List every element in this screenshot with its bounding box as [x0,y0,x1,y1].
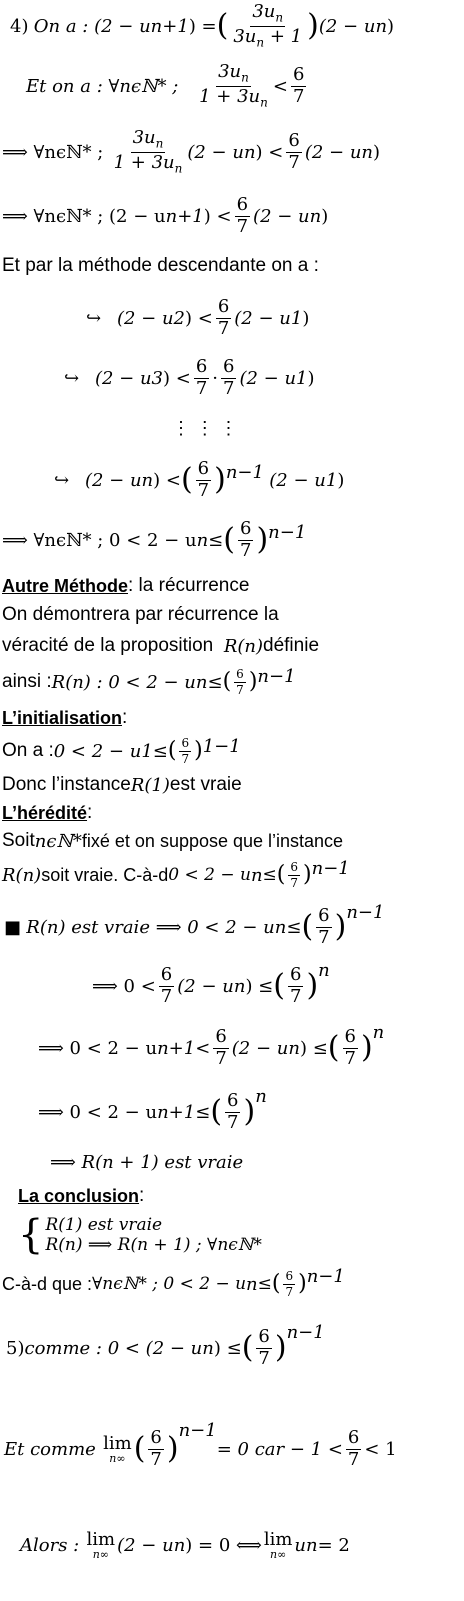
equation-line-1: 4) On a : (2 − u n+1 ) = ( $\frac{3u_n}{3u_n + 1}$ ) (2 − u n ) [10,1,395,50]
fraction: $\frac{3u_n}{1 + 3u_n}$ [113,127,183,176]
fraction-6-7: $\frac{6}{7}$ [215,1025,227,1069]
left-brace-icon: { [18,1212,44,1258]
fraction-3un: $\frac{3u_n}{3u_n + 1}$ [233,1,303,50]
fraction-6-7: $\frac{6}{7}$ [290,859,299,890]
equation-line-30: Et comme lim n∞ ( $\frac{6}{7}$ ) n−1 = 0 car − 1 < $\frac{6}{7}$ < 1 [4,1420,397,1470]
fraction: $\frac{3u_n}{1 + 3u_n}$ [199,61,268,110]
fraction-6-7: $\frac{6}{7}$ [195,355,208,399]
fraction-6-7: $\frac{6}{7}$ [292,63,305,107]
equation-line-29: 5) comme : 0 < (2 − u n ) ≤ ( $\frac{6}{7}$ ) n−1 [6,1322,325,1369]
text-line-methode: Et par la méthode descendante on a : [2,255,319,276]
equation-line-31: Alors : lim n∞ (2 − u n ) = 0 ⟺ lim n∞ u n = 2 [20,1528,350,1561]
equation-line-20: R(n) soit vraie. C-à-d 0 < 2 − u n ≤ ( $\frac{6}{7}$ ) n−1 [2,858,350,890]
equation-line-23: ⟹ 0 < 2 − u n+1 < $\frac{6}{7}$ (2 − u n ) ≤ ( $\frac{6}{7}$ ) n [38,1022,385,1069]
vertical-dots: ⋮ ⋮ ⋮ [172,417,238,439]
hook-arrow-icon: ↪ [54,469,70,491]
conclusion-system: { R(1) est vraie R(n) ⟹ R(n + 1) ; ∀nϵℕ* [18,1212,262,1258]
fraction-6-7: $\frac{6}{7}$ [285,1268,294,1299]
fraction-6-7: $\frac{6}{7}$ [181,735,190,766]
equation-line-16: On a : 0 < 2 − u 1 ≤ ( $\frac{6}{7}$ ) 1−1 [2,735,241,766]
hook-arrow-icon: ↪ [86,307,102,329]
text-line: Donc l’instance R(1) est vraie [2,774,242,796]
equation-line-7: ↪ (2 − u 3 ) < $\frac{6}{7}$ · $\frac{6}{7}$ (2 − u 1 ) [64,355,315,399]
fraction-6-7: $\frac{6}{7}$ [318,904,330,948]
fraction-6-7: $\frac{6}{7}$ [236,193,249,237]
section-header: L’initialisation [2,707,123,728]
fraction-6-7: $\frac{6}{7}$ [344,1025,356,1069]
text-line: On démontrera par récurrence la [2,604,279,625]
fraction-6-7: $\frac{6}{7}$ [217,295,230,339]
fraction-6-7: $\frac{6}{7}$ [289,963,302,1007]
equation-line-14: ainsi : R(n) : 0 < 2 − u n ≤ ( $\frac{6}{7}$ ) n−1 [2,666,296,697]
section-heredite: L’hérédité : [2,802,93,823]
section-header: Autre Méthode [2,575,128,596]
fraction-6-7: $\frac{6}{7}$ [347,1426,360,1470]
fraction-6-7: $\frac{6}{7}$ [197,457,210,501]
section-autre-methode: Autre Méthode : la récurrence [2,575,250,596]
equation-line-25: ⟹ R(n + 1) est vraie [50,1151,244,1173]
section-header: La conclusion [18,1185,140,1206]
fraction-6-7: $\frac{6}{7}$ [227,1089,239,1133]
section-header: L’hérédité [2,802,88,823]
fraction-6-7: $\frac{6}{7}$ [236,666,244,697]
fraction-6-7: $\frac{6}{7}$ [150,1426,162,1470]
limit-operator: lim n∞ [263,1528,293,1561]
equation-line-6: ↪ (2 − u 2 ) < $\frac{6}{7}$ (2 − u 1 ) [86,295,310,339]
equation-line-10: ⟹ ∀nϵℕ* ; 0 < 2 − u n ≤ ( $\frac{6}{7}$ ) n−1 [2,517,307,561]
fraction-6-7: $\frac{6}{7}$ [160,963,173,1007]
equation-line-28: C-à-d que : ∀nϵℕ* ; 0 < 2 − u n ≤ ( $\frac{6}{7}$ ) n−1 [2,1266,345,1299]
section-initialisation: L’initialisation : [2,707,128,728]
equation-line-2: Et on a : ∀nϵℕ* ; $\frac{3u_n}{1 + 3u_n}$ < $\frac{6}{7}$ [26,61,305,110]
fraction-6-7: $\frac{6}{7}$ [239,517,252,561]
text-line: Soit nϵℕ* fixé et on suppose que l’instance [2,830,344,852]
equation-line-22: ⟹ 0 < $\frac{6}{7}$ (2 − u n ) ≤ ( $\frac{6}{7}$ ) n [92,960,330,1007]
limit-operator: lim n∞ [103,1432,132,1465]
equation-line-24: ⟹ 0 < 2 − u n+1 ≤ ( $\frac{6}{7}$ ) n [38,1086,267,1133]
limit-operator: lim n∞ [86,1528,116,1561]
section-conclusion: La conclusion : [18,1185,145,1206]
equation-line-9: ↪ (2 − u n ) < ( $\frac{6}{7}$ ) n−1 (2 − u 1 ) [54,457,345,501]
equation-line-3: ⟹ ∀nϵℕ* ; $\frac{3u_n}{1 + 3u_n}$ (2 − u n ) < $\frac{6}{7}$ (2 − u n ) [2,127,381,176]
fraction-6-7: $\frac{6}{7}$ [258,1325,270,1369]
fraction-6-7: $\frac{6}{7}$ [288,129,300,173]
equation-line-21: ■ R(n) est vraie ⟹ 0 < 2 − u n ≤ ( $\frac{6}{7}$ ) n−1 [4,902,385,948]
equation-line-4: ⟹ ∀nϵℕ* ; (2 − u n+1 ) < $\frac{6}{7}$ (2 − u n ) [2,193,329,237]
text-line: véracité de la proposition R(n) définie [2,635,320,657]
bullet-square-icon: ■ [4,916,22,938]
hook-arrow-icon: ↪ [64,367,80,389]
fraction-6-7: $\frac{6}{7}$ [223,355,235,399]
eq1-lhs: On a : (2 − u [33,15,151,37]
item-number: 4) [10,15,29,37]
